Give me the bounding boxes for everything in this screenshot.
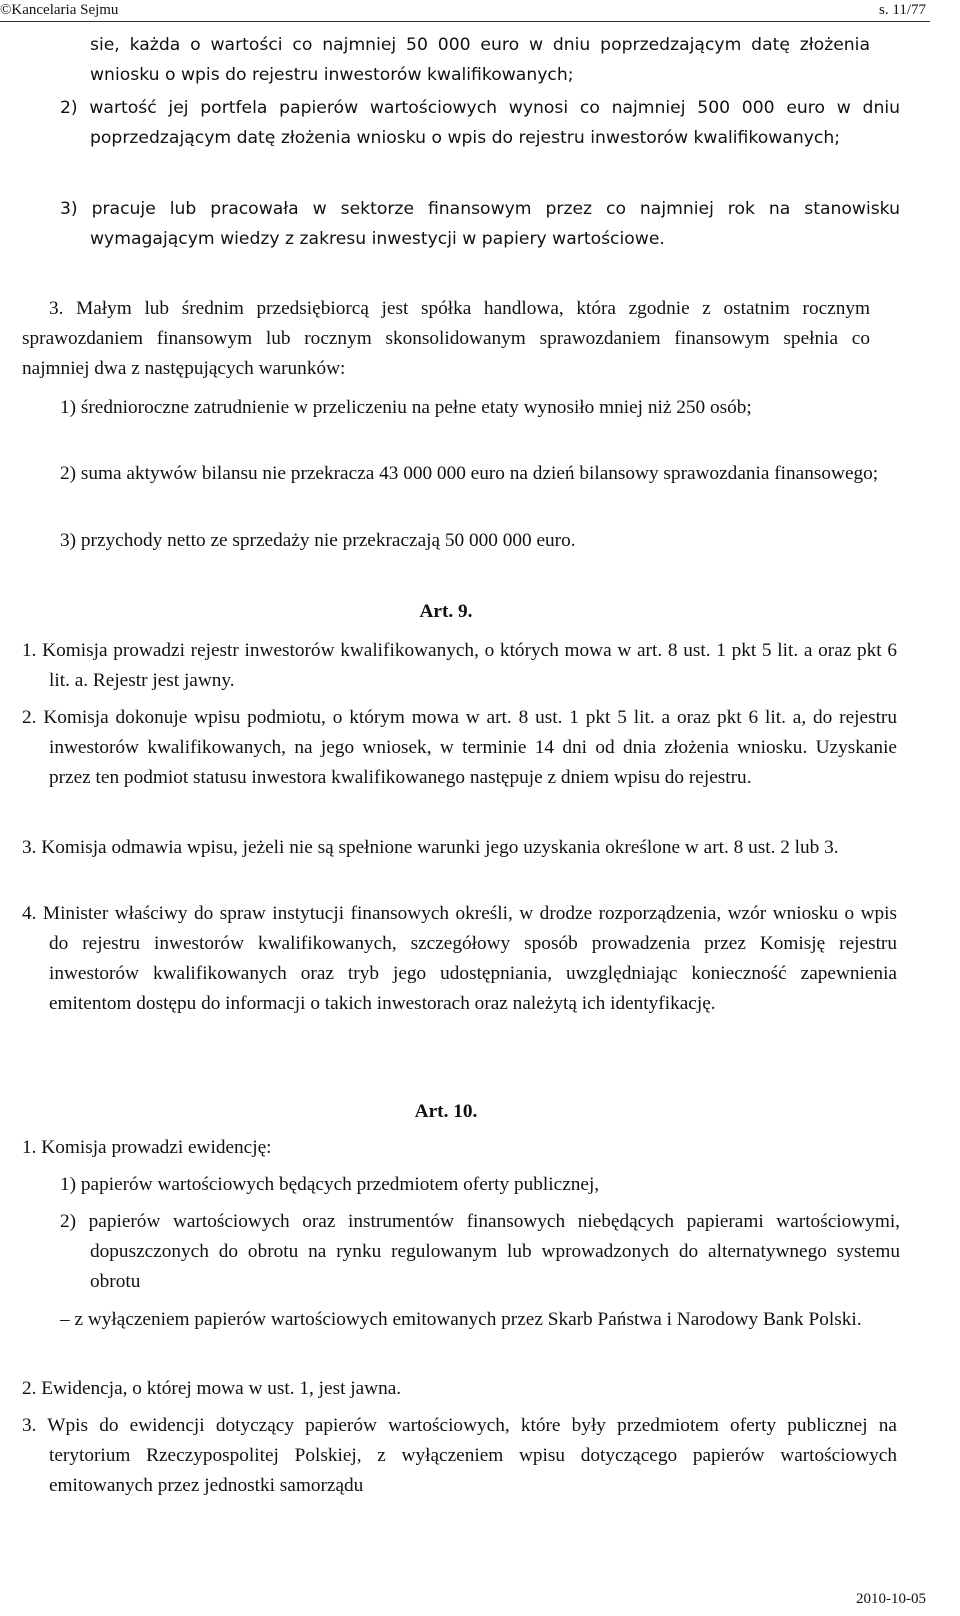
page-number: s. 11/77 bbox=[879, 2, 926, 18]
paragraph-continuation: sie, każda o wartości co najmniej 50 000 euro w dniu poprzedzającym datę złożenia wniosku o wpis do rejestru inwestorów kwalifikowanych; bbox=[90, 35, 870, 85]
condition-1: 1) średnioroczne zatrudnienie w przeliczeniu na pełne etaty wynosiło mniej niż 250 osób; bbox=[60, 397, 752, 418]
art10-ust-1: 1. Komisja prowadzi ewidencję: bbox=[22, 1137, 272, 1158]
condition-3: 3) przychody netto ze sprzedaży nie przekraczają 50 000 000 euro. bbox=[60, 530, 576, 551]
article-9-title: Art. 9. bbox=[419, 601, 473, 622]
art10-ust-2: 2. Ewidencja, o której mowa w ust. 1, jest jawna. bbox=[22, 1378, 402, 1399]
art9-ust-3: 3. Komisja odmawia wpisu, jeżeli nie są spełnione warunki jego uzyskania określone w art. 8 ust. 2 lub 3. bbox=[22, 837, 839, 858]
paragraph-ust-3: 3. Małym lub średnim przedsiębiorcą jest spółka handlowa, która zgodnie z ostatnim rocznym sprawozdaniem finansowym lub rocznym skonsolidowanym sprawozdaniem finansowym spełnia co najmniej dwa z następujących warunków: bbox=[22, 298, 870, 379]
art10-ust-3: 3. Wpis do ewidencji dotyczący papierów wartościowych, które były przedmiotem oferty publicznej na terytorium Rzeczypospolitej Polskiej, z wyłączeniem wpisu dotyczącego papierów wartościowych emitowanych przez jednostki samorządu bbox=[22, 1415, 897, 1496]
header-rule bbox=[0, 21, 930, 22]
article-10-title: Art. 10. bbox=[414, 1101, 478, 1122]
header-source: ©Kancelaria Sejmu bbox=[0, 2, 119, 18]
art9-ust-1: 1. Komisja prowadzi rejestr inwestorów kwalifikowanych, o których mowa w art. 8 ust. 1 pkt 5 lit. a oraz pkt 6 lit. a. Rejestr jest jawny. bbox=[22, 640, 897, 691]
art9-ust-2: 2. Komisja dokonuje wpisu podmiotu, o którym mowa w art. 8 ust. 1 pkt 5 lit. a oraz pkt 6 lit. a, do rejestru inwestorów kwalifikowanych, na jego wniosek, w terminie 14 dni od dnia złożenia wniosku. Uzyskanie przez ten podmiot statusu inwestora kwalifikowanego następuje z dniem wpisu do rejestru. bbox=[22, 707, 897, 788]
art10-point-2: 2) papierów wartościowych oraz instrumentów finansowych niebędących papierami wartościowymi, dopuszczonych do obrotu na rynku regulowanym lub wprowadzonych do alternatywnego systemu obrotu bbox=[60, 1211, 900, 1292]
art9-ust-4: 4. Minister właściwy do spraw instytucji finansowych określi, w drodze rozporządzenia, wzór wniosku o wpis do rejestru inwestorów kwalifikowanych, szczegółowy sposób prowadzenia przez Komisję rejestru inwestorów kwalifikowanych oraz tryb jego udostępniania, uwzględniając konieczność zapewnienia emitentom dostępu do informacji o takich inwestorach oraz należytą ich identyfikację. bbox=[22, 903, 897, 1014]
list-item-3: 3) pracuje lub pracowała w sektorze finansowym przez co najmniej rok na stanowisku wymagającym wiedzy z zakresu inwestycji w papiery wartościowe. bbox=[60, 199, 900, 249]
list-item-2: 2) wartość jej portfela papierów wartościowych wynosi co najmniej 500 000 euro w dniu poprzedzającym datę złożenia wniosku o wpis do rejestru inwestorów kwalifikowanych; bbox=[60, 98, 900, 148]
footer-date: 2010-10-05 bbox=[856, 1591, 926, 1607]
art10-point-1: 1) papierów wartościowych będących przedmiotem oferty publicznej, bbox=[60, 1174, 600, 1195]
condition-2: 2) suma aktywów bilansu nie przekracza 43 000 000 euro na dzień bilansowy sprawozdania finansowego; bbox=[60, 463, 879, 484]
art10-exclusion: – z wyłączeniem papierów wartościowych emitowanych przez Skarb Państwa i Narodowy Bank Polski. bbox=[60, 1309, 862, 1330]
